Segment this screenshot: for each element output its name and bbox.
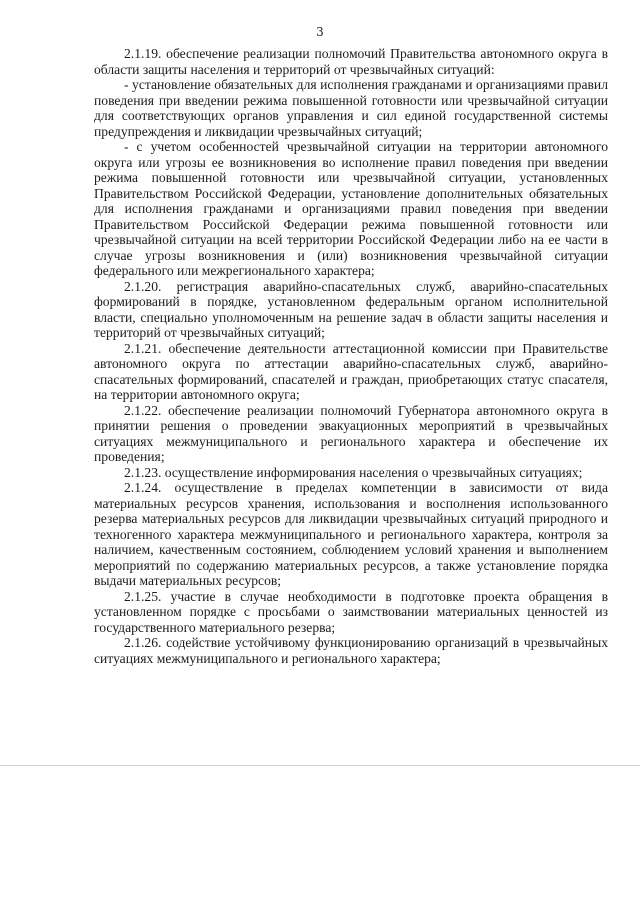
page-number: 3 — [316, 25, 324, 39]
paragraph-2-1-22: 2.1.22. обеспечение реализации полномочий Губернатора автономного округа в принятии решения о проведении эвакуационных мероприятий в чрезвычайных ситуациях межмуниципального и регионального характера и обеспечение их проведения; — [94, 402, 608, 464]
paragraph-2-1-26: 2.1.26. содействие устойчивому функционированию организаций в чрезвычайных ситуациях межмуниципального и регионального характера; — [94, 635, 608, 666]
paragraph-2-1-19: 2.1.19. обеспечение реализации полномочий Правительства автономного округа в области защиты населения и территорий от чрезвычайных ситуаций: — [94, 46, 608, 77]
paragraph-2-1-20: 2.1.20. регистрация аварийно-спасательных служб, аварийно-спасательных формирований в порядке, установленном федеральным органом исполнительной власти, специально уполномоченным на решение задач в области защиты населения и территорий от чрезвычайных ситуаций; — [94, 278, 608, 340]
paragraph-bullet-2: - с учетом особенностей чрезвычайной ситуации на территории автономного округа или угрозы ее возникновения во исполнение правил поведения при введении режима повышенной готовности или чрезвычайной ситуации, установленных Правительством Российской Федерации, установление дополнительных обязательных для исполнения гражданами и организациями правил поведения при введении Правительством Российской Федерации режима повышенной готовности или чрезвычайной ситуации на всей территории Российской Федерации либо на ее части в случае угрозы возникновения и (или) возникновения чрезвычайной ситуации федерального или межрегионального характера; — [94, 139, 608, 278]
paragraph-bullet-1: - установление обязательных для исполнения гражданами и организациями правил поведения при введении режима повышенной готовности или чрезвычайной ситуации для соответствующих органов управления и сил единой государственной системы предупреждения и ликвидации чрезвычайных ситуаций; — [94, 77, 608, 139]
document-body — [94, 46, 608, 666]
paragraph-2-1-24: 2.1.24. осуществление в пределах компетенции в зависимости от вида материальных ресурсов хранения, использования и восполнения использованного резерва материальных ресурсов для ликвидации чрезвычайных ситуаций природного и техногенного характера межмуниципального и регионального характера, контроля за наличием, качественным состоянием, соблюдением условий хранения и выполнением мероприятий по содержанию материальных ресурсов, а также установление порядка выдачи материальных ресурсов; — [94, 480, 608, 588]
blank-area — [0, 766, 640, 905]
paragraph-2-1-21: 2.1.21. обеспечение деятельности аттестационной комиссии при Правительстве автономного округа по аттестации аварийно-спасательных служб, аварийно-спасательных формирований, спасателей и граждан, приобретающих статус спасателя, на территории автономного округа; — [94, 340, 608, 402]
paragraph-2-1-25: 2.1.25. участие в случае необходимости в подготовке проекта обращения в установленном порядке с просьбами о заимствовании материальных ценностей из государственного материального резерва; — [94, 588, 608, 635]
paragraph-2-1-23: 2.1.23. осуществление информирования населения о чрезвычайных ситуациях; — [124, 464, 583, 480]
